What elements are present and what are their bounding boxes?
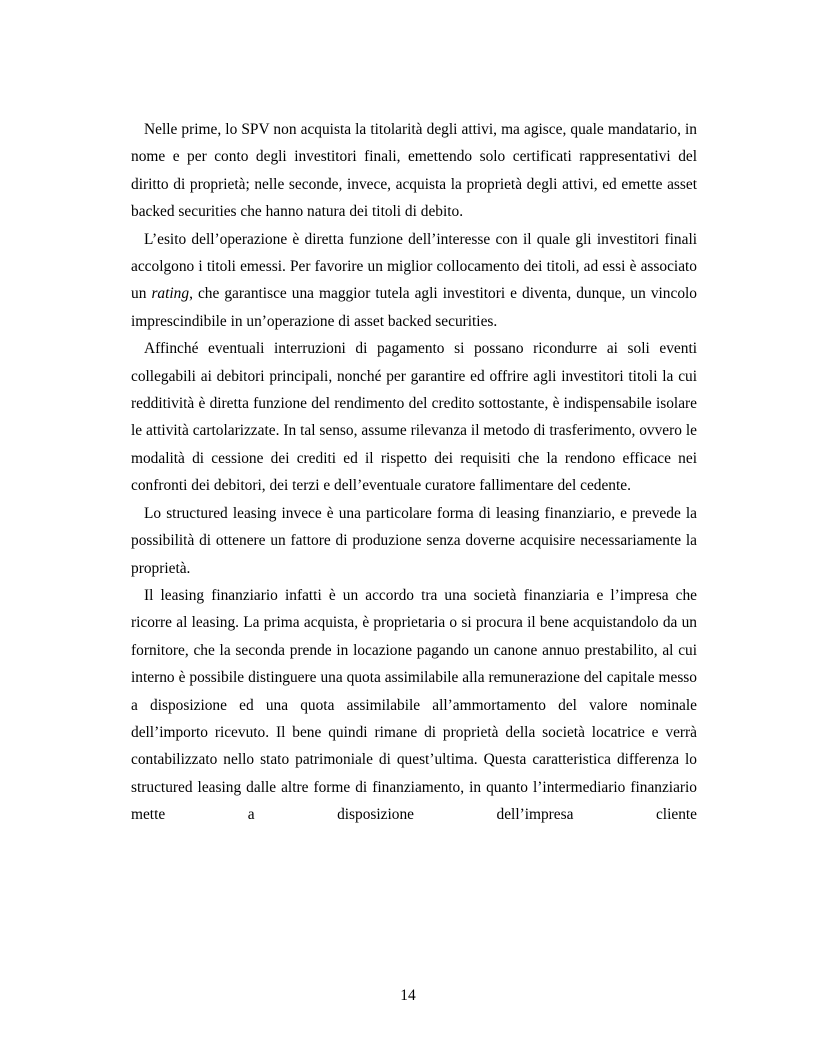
paragraph-structured-leasing	[131, 500, 697, 582]
rating-term: rating	[151, 285, 190, 303]
paragraph-spv-titolarita	[131, 116, 697, 226]
paragraph-text: Affinché eventuali interruzioni di pagamento si possano ricondurre ai soli eventi collegabili ai debitori principali, nonché per garantire ed offrire agli investitori titoli la cui redditività è diretta funzione del rendimento del credito sottostante, è indispensabile isolare le attività cartolarizzate. In tal senso, assume rilevanza il metodo di trasferimento, ovvero le modalità di cessione dei crediti ed il rispetto dei requisiti che la rendono efficace nei confronti dei debitori, dei terzi e dell’eventuale curatore fallimentare del cedente.	[131, 340, 697, 495]
paragraph-interruzioni-pagamento	[131, 335, 697, 499]
paragraph-esito-operazione	[131, 226, 697, 336]
paragraph-text: , che garantisce una maggior tutela agli investitori e diventa, dunque, un vincolo imprescindibile in un’operazione di asset backed securities.	[131, 285, 697, 330]
paragraph-text: Lo structured leasing invece è una particolare forma di leasing finanziario, e prevede la possibilità di ottenere un fattore di produzione senza doverne acquisire necessariamente la proprietà.	[131, 504, 697, 577]
page-number: 14	[400, 987, 416, 1004]
paragraph-leasing-finanziario	[131, 582, 697, 829]
paragraph-text: Nelle prime, lo SPV non acquista la titolarità degli attivi, ma agisce, quale mandatario, in nome e per conto degli investitori finali, emettendo solo certificati rappresentativi del diritto di proprietà; nelle seconde, invece, acquista la proprietà degli attivi, ed emette asset backed securities che hanno natura dei titoli di debito.	[131, 121, 697, 221]
document-body	[131, 116, 697, 829]
paragraph-text: L’esito dell’operazione è diretta funzione dell’interesse con il quale gli investitori finali accolgono i titoli emessi. Per favorire un miglior collocamento dei titoli, ad essi è associato un	[131, 230, 697, 303]
paragraph-text: Il leasing finanziario infatti è un accordo tra una società finanziaria e l’impresa che ricorre al leasing. La prima acquista, è proprietaria o si procura il bene acquistandolo da un fornitore, che la seconda prende in locazione pagando un canone annuo prestabilito, al cui interno è possibile distinguere una quota assimilabile alla remunerazione del capitale messo a disposizione ed una quota assimilabile all’ammortamento del valore nominale dell’importo ricevuto. Il bene quindi rimane di proprietà della società locatrice e verrà contabilizzato nello stato patrimoniale di quest’ultima. Questa caratteristica differenza lo structured leasing dalle altre forme di finanziamento, in quanto l’intermediario finanziario mette a disposizione dell’impresa cliente	[131, 586, 697, 824]
